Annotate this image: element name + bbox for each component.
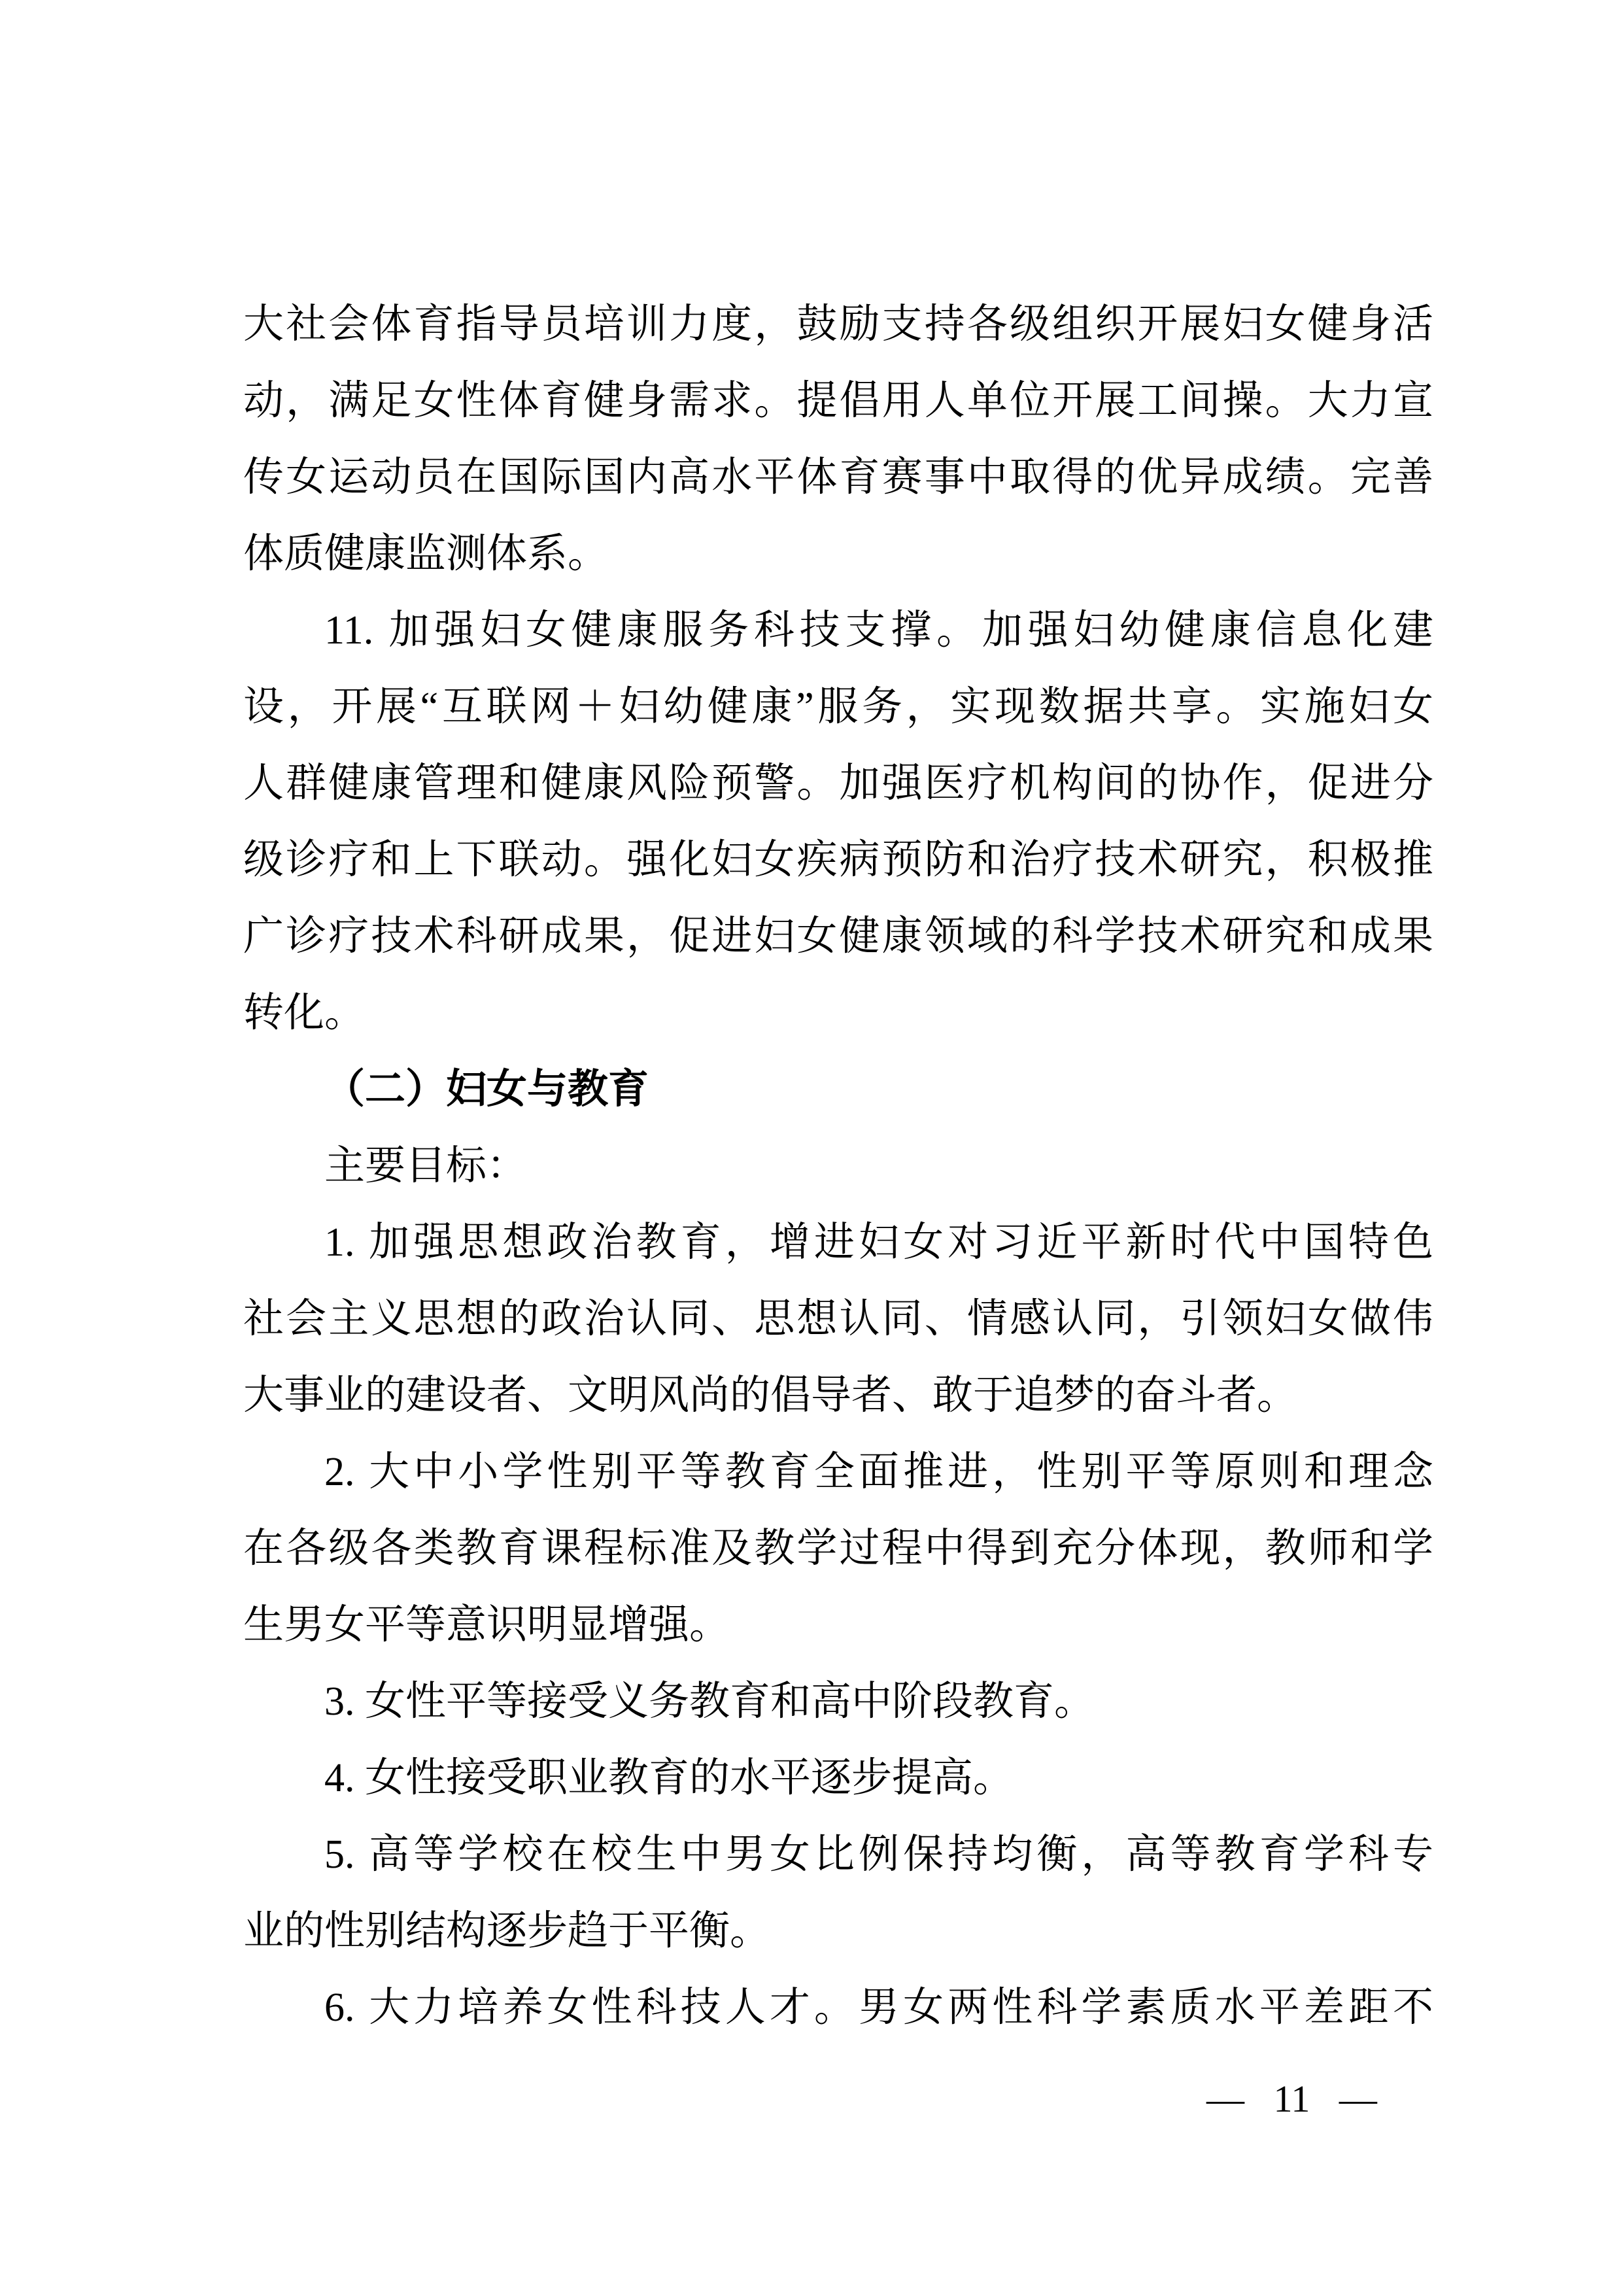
list-item-line: 4. 女性接受职业教育的水平逐步提高。 [324,1756,1014,1800]
page-footer [1206,2080,1377,2119]
text-line: 广诊疗技术科研成果，促进妇女健康领域的科学技术研究和成果 [243,914,1433,959]
page-number: — 11 — [1206,2078,1377,2120]
text-line: 业的性别结构逐步趋于平衡。 [243,1909,771,1953]
text-line: 大社会体育指导员培训力度，鼓励支持各级组织开展妇女健身活 [243,302,1433,347]
section-heading: （二）妇女与教育 [324,1067,649,1112]
list-item-line: 2. 大中小学性别平等教育全面推进，性别平等原则和理念 [324,1450,1433,1494]
text-line: 社会主义思想的政治认同、思想认同、情感认同，引领妇女做伟 [243,1297,1433,1341]
list-item-line: 5. 高等学校在校生中男女比例保持均衡，高等教育学科专 [324,1832,1433,1877]
text-line: 传女运动员在国际国内高水平体育赛事中取得的优异成绩。完善 [243,455,1433,500]
text-line: 级诊疗和上下联动。强化妇女疾病预防和治疗技术研究，积极推 [243,838,1433,882]
text-line: 大事业的建设者、文明风尚的倡导者、敢于追梦的奋斗者。 [243,1373,1298,1418]
list-item-line: 6. 大力培养女性科技人才。男女两性科学素质水平差距不 [324,1985,1433,2030]
text-line: 设，开展“互联网＋妇幼健康”服务，实现数据共享。实施妇女 [243,685,1433,729]
text-line: 主要目标： [324,1144,528,1188]
text-line: 生男女平等意识明显增强。 [243,1603,730,1647]
text-line: 在各级各类教育课程标准及教学过程中得到充分体现，教师和学 [243,1526,1433,1571]
list-item-line: 3. 女性平等接受义务教育和高中阶段教育。 [324,1679,1095,1724]
text-line: 体质健康监测体系。 [243,532,609,576]
list-item-line: 1. 加强思想政治教育，增进妇女对习近平新时代中国特色 [324,1220,1433,1265]
text-line: 人群健康管理和健康风险预警。加强医疗机构间的协作，促进分 [243,761,1433,806]
document-body [243,286,1433,2046]
list-item-line: 11. 加强妇女健康服务科技支撑。加强妇幼健康信息化建 [324,608,1433,653]
text-line: 转化。 [243,991,366,1035]
text-line: 动，满足女性体育健身需求。提倡用人单位开展工间操。大力宣 [243,379,1433,423]
